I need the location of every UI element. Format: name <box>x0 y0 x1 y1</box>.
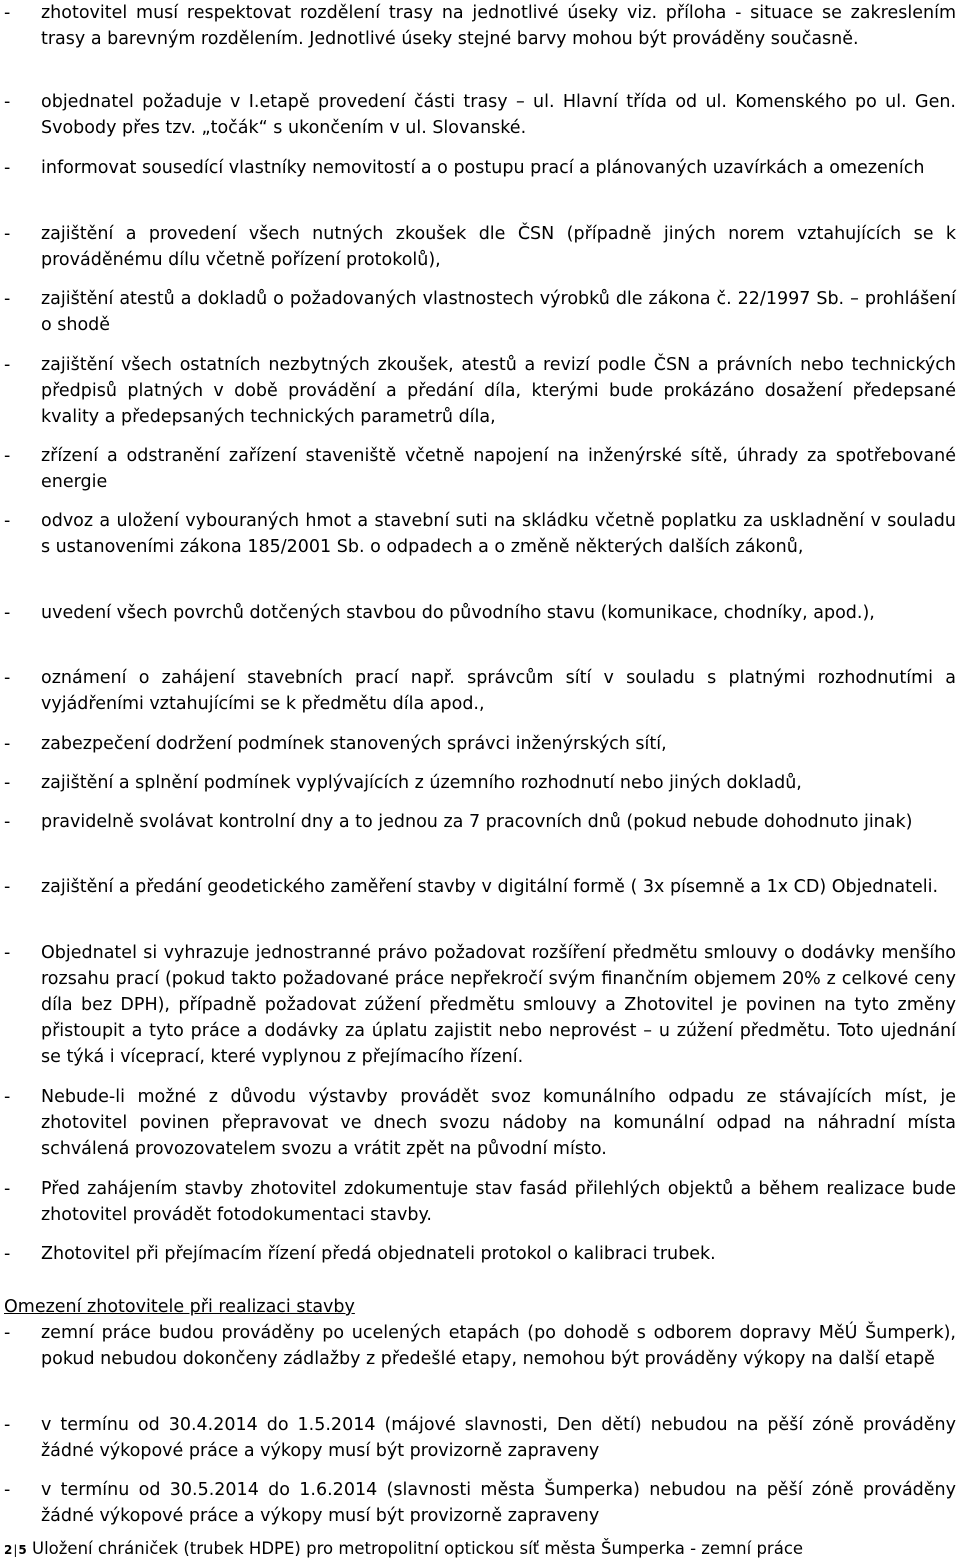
list-item-text: objednatel požaduje v I.etapě provedení části trasy – ul. Hlavní třída od ul. Komenského po ul. Gen. Svobody přes tzv. „točák“ s ukončením v ul. Slovanské. <box>41 92 956 138</box>
page-separator: | <box>13 1543 18 1557</box>
list-item-text: zřízení a odstranění zařízení staveniště včetně napojení na inženýrské sítě, úhrady za spotřebované energie <box>41 446 956 492</box>
list-item-text: odvoz a uložení vybouraných hmot a stavební suti na skládku včetně poplatku za uskladnění v souladu s ustanoveními zákona 185/2001 Sb. o odpadech a o změně některých dalších zákonů, <box>41 511 956 557</box>
list-item <box>4 874 956 900</box>
list-item <box>4 1412 956 1464</box>
list-item <box>4 0 956 52</box>
list-item <box>4 89 956 141</box>
section-heading: Omezení zhotovitele při realizaci stavby <box>4 1297 355 1317</box>
list-bullet: - <box>4 1087 11 1107</box>
list-bullet: - <box>4 511 11 531</box>
list-item-text: zhotovitel musí respektovat rozdělení trasy na jednotlivé úseky viz. příloha - situace se zakreslením trasy a barevným rozdělením. Jednotlivé úseky stejné barvy mohou být prováděny současně. <box>41 3 956 49</box>
list-item <box>4 508 956 560</box>
list-bullet: - <box>4 668 11 688</box>
list-item <box>4 731 956 757</box>
list-item <box>4 809 956 835</box>
list-bullet: - <box>4 773 11 793</box>
list-item <box>4 155 956 181</box>
list-item <box>4 600 956 626</box>
list-item-text: v termínu od 30.4.2014 do 1.5.2014 (májové slavnosti, Den dětí) nebudou na pěší zóně prováděny žádné výkopové práce a výkopy musí být provizorně zapraveny <box>41 1415 956 1461</box>
page-total: 5 <box>18 1543 27 1557</box>
list-bullet: - <box>4 943 11 963</box>
list-item <box>4 1176 956 1228</box>
list-bullet: - <box>4 289 11 309</box>
page-footer <box>4 1538 956 1561</box>
list-item-text: Nebude-li možné z důvodu výstavby provádět svoz komunálního odpadu ze stávajících míst, je zhotovitel povinen přepravovat ve dnech svozu nádoby na komunální odpad na náhradní místa schválená provozovatelem svozu a vrátit zpět na původní místo. <box>41 1087 956 1159</box>
list-item-text: oznámení o zahájení stavebních prací např. správcům sítí v souladu s platnými rozhodnutími a vyjádřeními vztahujícími se k předmětu díla apod., <box>41 668 956 714</box>
list-bullet: - <box>4 812 11 832</box>
list-bullet: - <box>4 1415 11 1435</box>
list-bullet: - <box>4 355 11 375</box>
list-bullet: - <box>4 92 11 112</box>
list-item-text: zajištění a splnění podmínek vyplývajících z územního rozhodnutí nebo jiných dokladů, <box>41 773 802 793</box>
list-item <box>4 1477 956 1529</box>
list-item <box>4 286 956 338</box>
list-item-text: zemní práce budou prováděny po ucelených etapách (po dohodě s odborem dopravy MěÚ Šumperk), pokud nebudou dokončeny zádlažby z předešlé etapy, nemohou být prováděny výkopy na další etapě <box>41 1323 956 1369</box>
list-item <box>4 443 956 495</box>
list-item <box>4 1241 956 1267</box>
list-bullet: - <box>4 1179 11 1199</box>
list-bullet: - <box>4 734 11 754</box>
list-item-text: zajištění všech ostatních nezbytných zkoušek, atestů a revizí podle ČSN a právních nebo technických předpisů platných v době provádění a předání díla, kterými bude prokázáno dosažení předepsané kvality a předepsaných technických parametrů díla, <box>41 355 956 427</box>
list-bullet: - <box>4 3 11 23</box>
list-item <box>4 665 956 717</box>
list-item-text: v termínu od 30.5.2014 do 1.6.2014 (slavnosti města Šumperka) nebudou na pěší zóně prováděny žádné výkopové práce a výkopy musí být provizorně zapraveny <box>41 1480 956 1526</box>
list-bullet: - <box>4 877 11 897</box>
list-item <box>4 770 956 796</box>
list-item-text: zajištění atestů a dokladů o požadovaných vlastnostech výrobků dle zákona č. 22/1997 Sb. – prohlášení o shodě <box>41 289 956 335</box>
list-item-text: Před zahájením stavby zhotovitel zdokumentuje stav fasád přilehlých objektů a během realizace bude zhotovitel provádět fotodokumentaci stavby. <box>41 1179 956 1225</box>
list-item-text: zajištění a předání geodetického zaměření stavby v digitální formě ( 3x písemně a 1x CD) Objednateli. <box>41 877 939 897</box>
list-item-text: pravidelně svolávat kontrolní dny a to jednou za 7 pracovních dnů (pokud nebude dohodnuto jinak) <box>41 812 913 832</box>
list-bullet: - <box>4 1244 11 1264</box>
list-item <box>4 940 956 1070</box>
list-bullet: - <box>4 158 11 178</box>
list-bullet: - <box>4 1480 11 1500</box>
list-item-text: Objednatel si vyhrazuje jednostranné právo požadovat rozšíření předmětu smlouvy o dodávky menšího rozsahu prací (pokud takto požadované práce nepřekročí svým finančním objemem 20% z celkové ceny díla bez DPH), případně požadovat zúžení předmětu smlouvy a Zhotovitel je povinen na tyto změny přistoupit a tyto práce a dodávky za úplatu zajistit nebo neprovést – u zúžení předmětu. Toto ujednání se týká i víceprací, které vyplynou z přejímacího řízení. <box>41 943 956 1067</box>
footer-title: Uložení chrániček (trubek HDPE) pro metropolitní optickou síť města Šumperka - zemní práce <box>32 1539 804 1558</box>
list-item-text: informovat sousedící vlastníky nemovitostí a o postupu prací a plánovaných uzavírkách a omezeních <box>41 158 925 178</box>
list-item <box>4 1320 956 1372</box>
list-bullet: - <box>4 446 11 466</box>
list-bullet: - <box>4 1323 11 1343</box>
page-current: 2 <box>4 1543 13 1557</box>
list-item <box>4 352 956 430</box>
list-item-text: Zhotovitel při přejímacím řízení předá objednateli protokol o kalibraci trubek. <box>41 1244 716 1264</box>
list-item <box>4 1084 956 1162</box>
list-bullet: - <box>4 224 11 244</box>
list-item-text: uvedení všech povrchů dotčených stavbou do původního stavu (komunikace, chodníky, apod.), <box>41 603 875 623</box>
list-item-text: zajištění a provedení všech nutných zkoušek dle ČSN (případně jiných norem vztahujících se k prováděnému dílu včetně pořízení protokolů), <box>41 224 956 270</box>
list-item <box>4 221 956 273</box>
list-bullet: - <box>4 603 11 623</box>
page-number <box>4 1543 27 1557</box>
list-item-text: zabezpečení dodržení podmínek stanovených správci inženýrských sítí, <box>41 734 667 754</box>
